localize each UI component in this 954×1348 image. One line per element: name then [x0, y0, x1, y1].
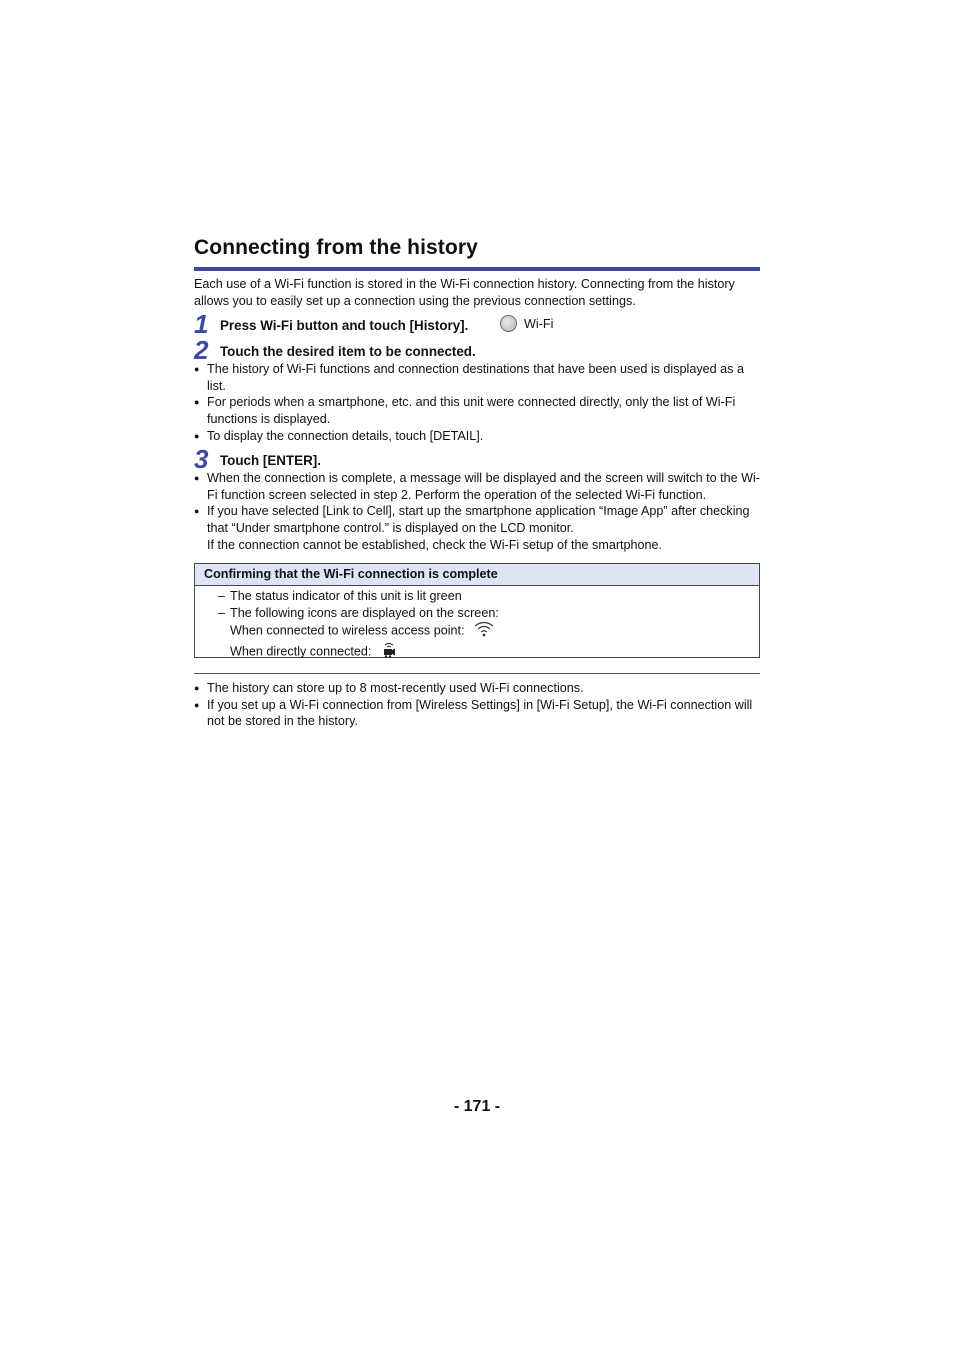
note-box-heading: Confirming that the Wi-Fi connection is complete — [195, 564, 759, 586]
note-box-body — [218, 588, 499, 662]
step-number: 3 — [194, 444, 209, 474]
step-2 — [194, 337, 760, 363]
step-1 — [194, 311, 760, 337]
step-label: Touch the desired item to be connected. — [220, 344, 476, 359]
dash-marker: – — [218, 589, 226, 603]
dash-marker: – — [218, 605, 226, 620]
bottom-notes — [194, 680, 760, 730]
step-2-bullets — [194, 361, 760, 445]
wifi-signal-icon — [474, 621, 494, 642]
bullet-icon: ● — [194, 397, 200, 408]
bullet-icon: ● — [194, 699, 200, 710]
wifi-button-icon — [500, 315, 517, 332]
section-divider — [194, 673, 760, 674]
note-line: When connected to wireless access point: — [218, 621, 499, 642]
list-item: ● To display the connection details, touch [DETAIL]. — [194, 428, 484, 443]
bullet-icon: ● — [194, 683, 200, 693]
confirmation-note-box — [194, 563, 760, 658]
bullet-icon: ● — [194, 364, 200, 374]
list-item: ● If you set up a Wi-Fi connection from [Wireless Settings] in [Wi-Fi Setup], the Wi-Fi connection will not be stored in the history. — [194, 697, 753, 729]
list-item — [194, 537, 760, 554]
page-title: Connecting from the history — [194, 236, 478, 259]
step-number: 2 — [194, 335, 209, 365]
step-3-followup: If the connection cannot be established, check the Wi-Fi setup of the smartphone. — [207, 537, 663, 552]
step-label: Touch [ENTER]. — [220, 453, 321, 468]
bullet-icon: ● — [194, 430, 200, 441]
wifi-button-label: Wi-Fi — [524, 317, 554, 331]
note-line: When directly connected: — [218, 642, 499, 663]
step-number: 1 — [194, 309, 209, 339]
list-item: ● When the connection is complete, a message will be displayed and the screen will switch to the Wi-Fi function screen selected in step 2. Perform the operation of the selected Wi-Fi function. — [194, 471, 760, 502]
bullet-icon: ● — [194, 473, 200, 483]
bullet-icon: ● — [194, 506, 200, 517]
list-item: ● If you have selected [Link to Cell], start up the smartphone application “Image App” after checking that “Under smartphone control.” is displayed on the LCD monitor. — [194, 504, 750, 536]
title-underline — [194, 267, 760, 271]
direct-connection-icon — [381, 642, 397, 663]
note-line: – The status indicator of this unit is lit green — [218, 589, 462, 603]
note-line: – The following icons are displayed on the screen: — [218, 605, 499, 620]
step-3 — [194, 446, 760, 472]
step-label: Press Wi-Fi button and touch [History]. — [220, 318, 469, 333]
page-number: - 171 - — [453, 1098, 501, 1115]
step-3-bullets — [194, 470, 760, 554]
intro-paragraph: Each use of a Wi-Fi function is stored in the Wi-Fi connection history. Connecting from the history allows you to easily set up a connection using the previous connection settings. — [194, 277, 735, 308]
list-item: ● The history can store up to 8 most-recently used Wi-Fi connections. — [194, 681, 584, 695]
list-item: ● For periods when a smartphone, etc. and this unit were connected directly, only the list of Wi-Fi functions is displayed. — [194, 395, 736, 427]
list-item: ● The history of Wi-Fi functions and connection destinations that have been used is displayed as a list. — [194, 362, 744, 393]
